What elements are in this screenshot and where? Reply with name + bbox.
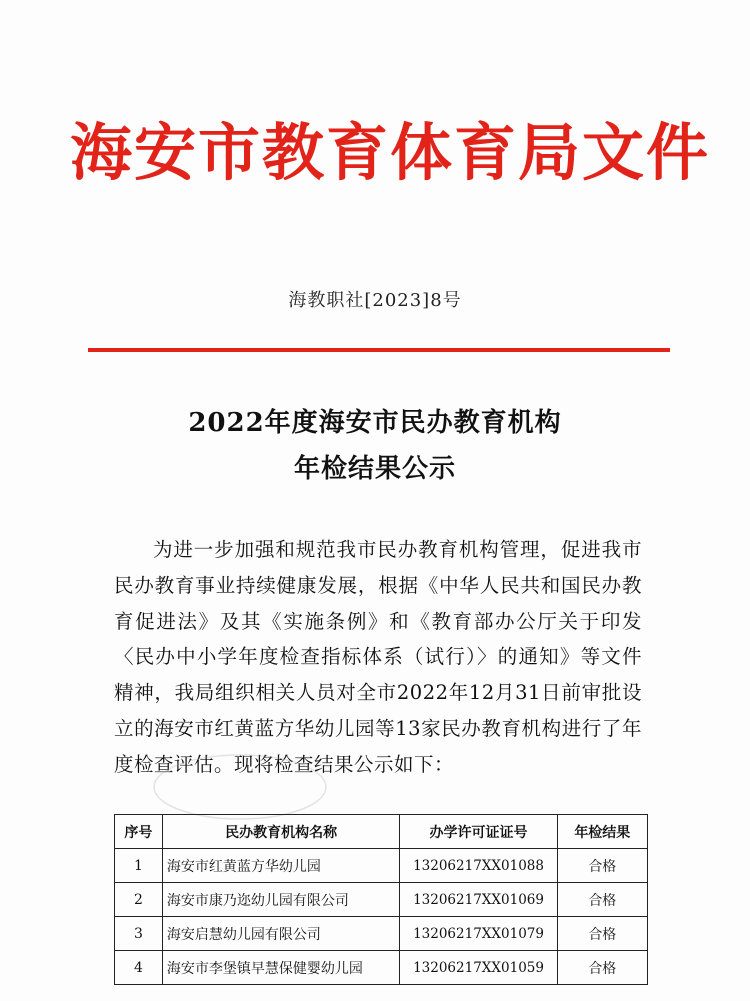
column-header-serial: 序号 <box>115 815 163 849</box>
table-row <box>115 951 648 985</box>
cell-license-number: 13206217XX01088 <box>400 849 557 883</box>
issuing-authority-header: 海安市教育体育局文件 <box>70 116 711 189</box>
cell-inspection-result: 合格 <box>557 849 647 883</box>
table-row <box>115 883 648 917</box>
cell-inspection-result: 合格 <box>557 917 647 951</box>
cell-institution-name: 海安市康乃迩幼儿园有限公司 <box>162 883 400 917</box>
cell-license-number: 13206217XX01069 <box>400 883 557 917</box>
cell-inspection-result: 合格 <box>557 883 647 917</box>
table-row <box>115 849 648 883</box>
cell-inspection-result: 合格 <box>557 951 647 985</box>
cell-institution-name: 海安市李堡镇早慧保健婴幼儿园 <box>162 951 400 985</box>
table-header-row <box>115 815 648 849</box>
cell-serial: 1 <box>115 849 163 883</box>
cell-serial: 2 <box>115 883 163 917</box>
cell-serial: 4 <box>115 951 163 985</box>
red-divider-line <box>88 348 670 352</box>
cell-institution-name: 海安启慧幼儿园有限公司 <box>162 917 400 951</box>
table-row <box>115 917 648 951</box>
notice-title-line-2: 年检结果公示 <box>293 454 456 484</box>
cell-license-number: 13206217XX01059 <box>400 951 557 985</box>
column-header-institution-name: 民办教育机构名称 <box>162 815 400 849</box>
cell-institution-name: 海安市红黄蓝方华幼儿园 <box>162 849 400 883</box>
cell-serial: 3 <box>115 917 163 951</box>
document-number: 海教职社[2023]8号 <box>288 290 462 311</box>
inspection-results-table <box>114 814 648 985</box>
notice-body-paragraph: 为进一步加强和规范我市民办教育机构管理，促进我市民办教育事业持续健康发展，根据《中华人民共和国民办教育促进法》及其《实施条例》和《教育部办公厅关于印发〈民办中小学年度检查指标体系（试行）〉的通知》等文件精神，我局组织相关人员对全市2022年12月31日前审批设立的海安市红黄蓝方华幼儿园等13家民办教育机构进行了年度检查评估。现将检查结果公示如下： <box>114 538 642 776</box>
cell-license-number: 13206217XX01079 <box>400 917 557 951</box>
notice-title-line-1: 2022年度海安市民办教育机构 <box>188 408 562 438</box>
column-header-license-number: 办学许可证证号 <box>400 815 557 849</box>
column-header-inspection-result: 年检结果 <box>557 815 647 849</box>
